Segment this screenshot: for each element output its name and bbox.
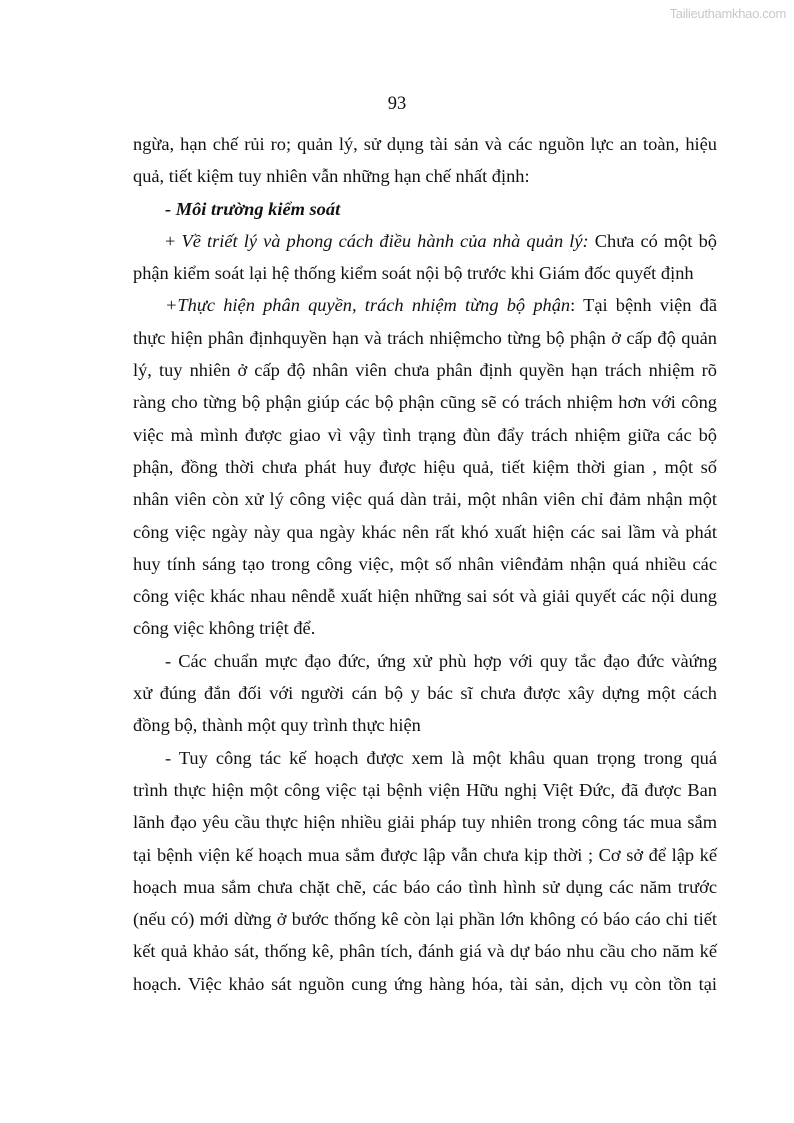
- text-line: [133, 160, 717, 192]
- text-line: [133, 968, 717, 1000]
- text-segment: công việc khác nhau nêndễ xuất hiện những sai sót và giải quyết các nội dung: [133, 586, 717, 607]
- text-line: [133, 935, 717, 967]
- text-line: [133, 289, 717, 321]
- text-segment: hoạch. Việc khảo sát nguồn cung ứng hàng hóa, tài sản, dịch vụ còn tồn tại: [133, 973, 717, 994]
- text-segment: - Các chuẩn mực đạo đức, ứng xử phù hợp với quy tắc đạo đức vàứng: [165, 650, 717, 671]
- text-line: [133, 128, 717, 160]
- text-line: [133, 903, 717, 935]
- text-line: [133, 548, 717, 580]
- text-segment: Về triết lý và phong cách điều hành của nhà quản lý:: [181, 230, 589, 251]
- text-line: [133, 193, 717, 225]
- text-line: [133, 257, 717, 289]
- text-segment: nhân viên còn xử lý công việc quá dàn trải, một nhân viên chỉ đảm nhận một: [133, 489, 717, 510]
- text-segment: +Thực hiện phân quyền, trách nhiệm từng bộ phận: [165, 295, 571, 316]
- text-line: [133, 516, 717, 548]
- text-segment: đồng bộ, thành một quy trình thực hiện: [133, 715, 421, 736]
- text-line: [133, 871, 717, 903]
- text-segment: ràng cho từng bộ phận giúp các bộ phận cũng sẽ có trách nhiệm hơn với công: [133, 392, 717, 413]
- text-segment: công việc không triệt để.: [133, 618, 316, 639]
- text-segment: phận kiểm soát lại hệ thống kiểm soát nội bộ trước khi Giám đốc quyết định: [133, 263, 694, 284]
- text-segment: - Môi trường kiểm soát: [165, 198, 341, 219]
- text-line: [133, 774, 717, 806]
- text-segment: kết quả khảo sát, thống kê, phân tích, đánh giá và dự báo nhu cầu cho năm kế: [133, 941, 717, 962]
- text-line: [133, 839, 717, 871]
- text-segment: ngừa, hạn chế rủi ro; quản lý, sử dụng tài sản và các nguồn lực an toàn, hiệu: [133, 134, 717, 154]
- text-segment: tại bệnh viện kế hoạch mua sắm được lập vẫn chưa kịp thời ; Cơ sở để lập kế: [133, 844, 717, 865]
- text-segment: phận, đồng thời chưa phát huy được hiệu quả, tiết kiệm thời gian , một số: [133, 456, 717, 477]
- text-segment: trình thực hiện một công việc tại bệnh viện Hữu nghị Việt Đức, đã được Ban: [133, 779, 717, 800]
- text-line: [133, 483, 717, 515]
- text-line: [133, 354, 717, 386]
- text-segment: công việc ngày này qua ngày khác nên rất khó xuất hiện các sai lầm và phát: [133, 521, 717, 542]
- text-segment: Chưa có một bộ: [588, 230, 717, 251]
- watermark: Tailieuthamkhao.com: [669, 6, 786, 21]
- text-segment: thực hiện phân địnhquyền hạn và trách nhiệmcho từng bộ phận ở cấp độ quản: [133, 327, 717, 348]
- text-segment: hoạch mua sắm chưa chặt chẽ, các báo cáo tình hình sử dụng các năm trước: [133, 876, 717, 897]
- text-segment: lý, tuy nhiên ở cấp độ nhân viên chưa phân định quyền hạn trách nhiệm rõ: [133, 360, 717, 381]
- text-segment: việc mà mình được giao vì vậy tình trạng đùn đẩy trách nhiệm giữa các bộ: [133, 424, 717, 445]
- text-line: [133, 742, 717, 774]
- page-number: 93: [387, 94, 407, 114]
- text-segment: +: [165, 230, 182, 251]
- text-segment: quả, tiết kiệm tuy nhiên vẫn những hạn chế nhất định:: [133, 166, 530, 187]
- text-segment: (nếu có) mới dừng ở bước thống kê còn lại phần lớn không có báo cáo chi tiết: [133, 909, 717, 930]
- text-line: [133, 386, 717, 418]
- text-line: [133, 580, 717, 612]
- text-segment: lãnh đạo yêu cầu thực hiện nhiều giải pháp tuy nhiên trong công tác mua sắm: [133, 812, 717, 833]
- text-line: [133, 709, 717, 741]
- text-segment: xử đúng đắn đối với người cán bộ y bác sĩ chưa được xây dựng một cách: [133, 683, 717, 704]
- text-line: [133, 612, 717, 644]
- document-body: [133, 128, 717, 1000]
- text-line: [133, 677, 717, 709]
- text-line: [133, 322, 717, 354]
- text-line: [133, 419, 717, 451]
- text-segment: - Tuy công tác kế hoạch được xem là một khâu quan trọng trong quá: [165, 747, 717, 768]
- text-line: [133, 806, 717, 838]
- text-line: [133, 225, 717, 257]
- text-line: [133, 451, 717, 483]
- text-line: [133, 645, 717, 677]
- text-segment: : Tại bệnh viện đã: [570, 295, 717, 316]
- text-segment: huy tính sáng tạo trong công việc, một số nhân viênđảm nhận quá nhiều các: [133, 553, 717, 574]
